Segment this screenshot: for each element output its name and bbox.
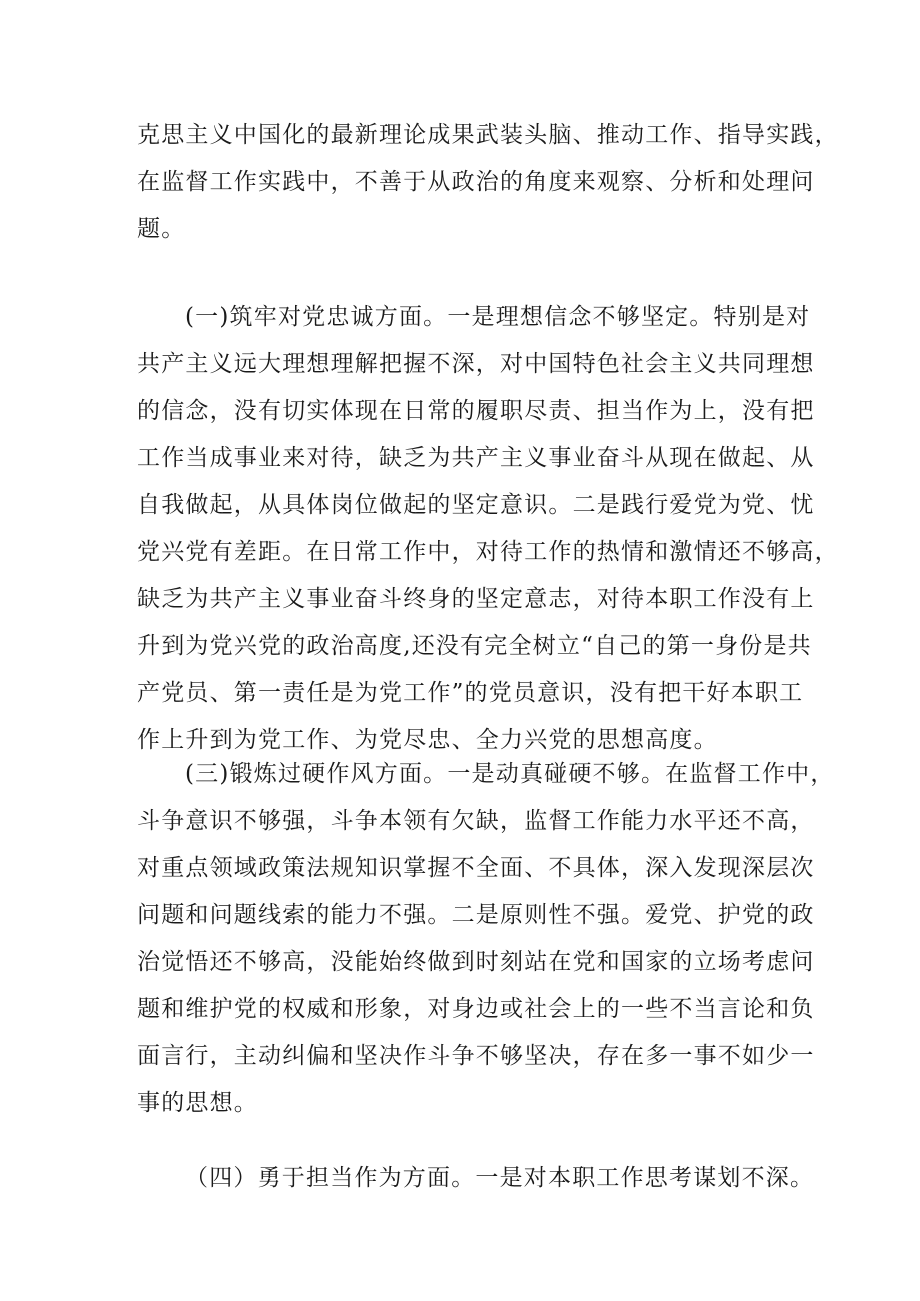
paragraph-continuation <box>137 112 839 253</box>
text-line: 问题和问题线索的能力不强。二是原则性不强。爱党、护党的政 <box>137 902 815 928</box>
text-line: 缺乏为共产主义事业奋斗终身的坚定意志，对待本职工作没有上 <box>137 586 815 612</box>
text-line: (三)锻炼过硬作风方面。一是动真碰硬不够。在监督工作中， <box>185 761 835 787</box>
paragraph-responsibility <box>137 1155 815 1202</box>
text-line: 升到为党兴党的政治高度,还没有完全树立“自己的第一身份是共 <box>137 633 812 659</box>
text-line: 斗争意识不够强，斗争本领有欠缺，监督工作能力水平还不高， <box>137 808 815 834</box>
text-line: 事的思想。 <box>137 1090 258 1116</box>
text-line: 作上升到为党工作、为党尽忠、全力兴党的思想高度。 <box>137 727 718 753</box>
text-line: 党兴党有差距。在日常工作中，对待工作的热情和激情还不够高， <box>137 539 839 565</box>
text-line: (一)筑牢对党忠诚方面。一是理想信念不够坚定。特别是对 <box>185 304 811 330</box>
text-line: 题和维护党的权威和形象，对身边或社会上的一些不当言论和负 <box>137 996 815 1022</box>
text-line: 的信念，没有切实体现在日常的履职尽责、担当作为上，没有把 <box>137 398 815 424</box>
text-line: 共产主义远大理想理解把握不深，对中国特色社会主义共同理想 <box>137 351 815 377</box>
text-line: 产党员、第一责任是为党工作”的党员意识，没有把干好本职工 <box>137 680 804 706</box>
text-line: 面言行，主动纠偏和坚决作斗争不够坚决，存在多一事不如少一 <box>137 1043 815 1069</box>
paragraph-work-style <box>137 751 835 1127</box>
text-line: 治觉悟还不够高，没能始终做到时刻站在党和国家的立场考虑问 <box>137 949 815 975</box>
text-line: 工作当成事业来对待，缺乏为共产主义事业奋斗从现在做起、从 <box>137 445 815 471</box>
text-line: 克思主义中国化的最新理论成果武装头脑、推动工作、指导实践， <box>137 122 839 148</box>
text-line: 对重点领域政策法规知识掌握不全面、不具体，深入发现深层次 <box>137 855 815 881</box>
paragraph-loyalty <box>137 294 839 764</box>
text-line: 自我做起，从具体岗位做起的坚定意识。二是践行爱党为党、忧 <box>137 492 815 518</box>
text-line: 在监督工作实践中，不善于从政治的角度来观察、分析和处理问 <box>137 169 815 195</box>
text-line: （四）勇于担当作为方面。一是对本职工作思考谋划不深。 <box>185 1165 815 1191</box>
text-line: 题。 <box>137 216 186 242</box>
